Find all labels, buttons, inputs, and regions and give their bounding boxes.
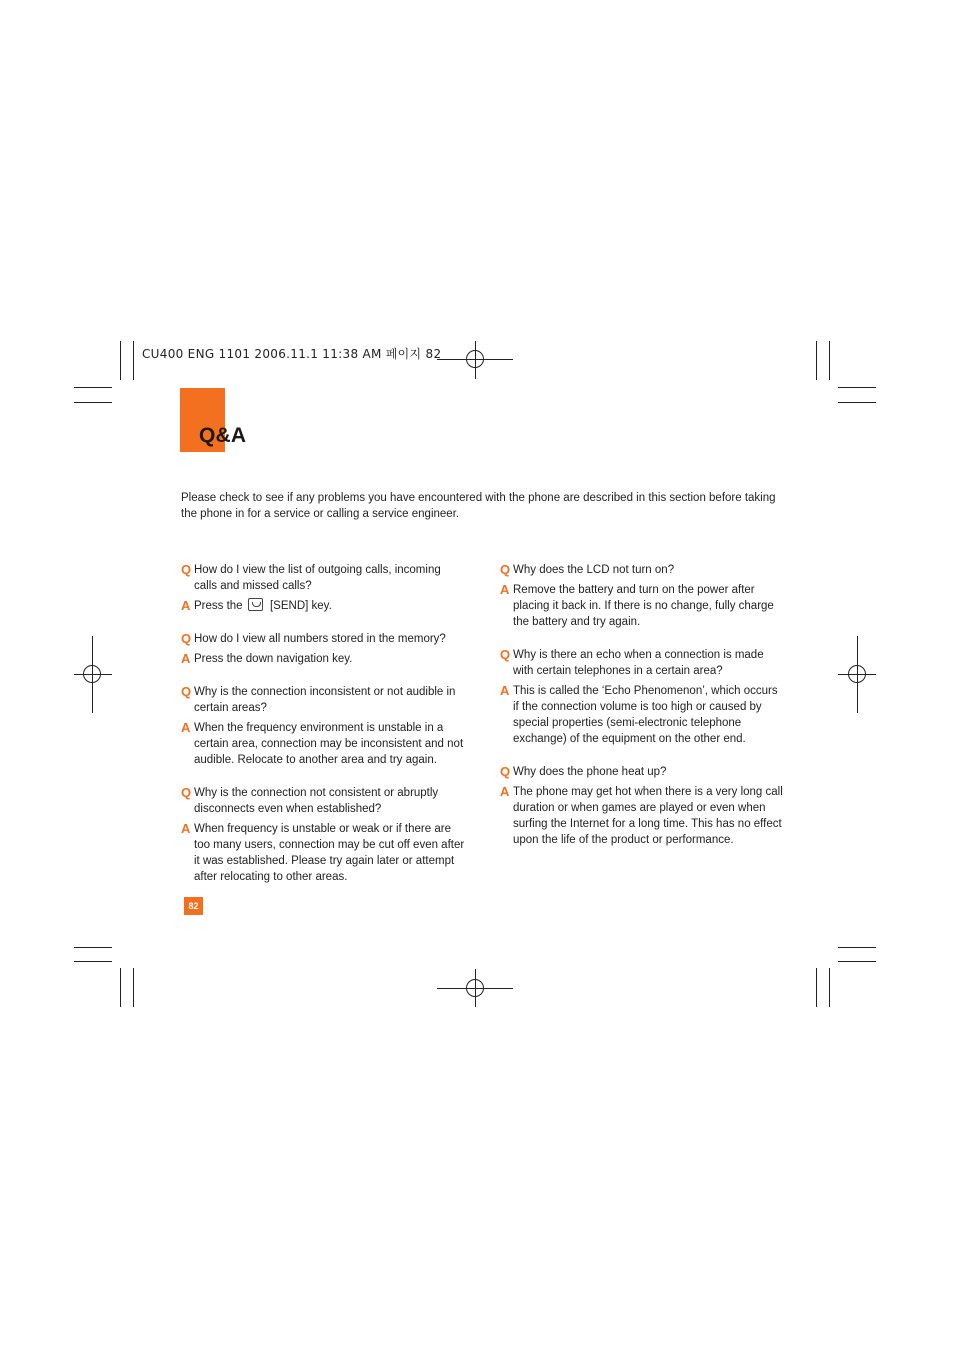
answer-row <box>500 784 785 848</box>
question-text: Why does the phone heat up? <box>513 766 667 778</box>
question-text: How do I view the list of outgoing calls, incoming calls and missed calls? <box>194 564 441 592</box>
question-marker: Q <box>181 631 192 646</box>
answer-row <box>500 683 785 747</box>
question-row <box>181 631 466 647</box>
crop-mark <box>838 947 876 948</box>
answer-text: Press the down navigation key. <box>194 653 353 665</box>
question-marker: Q <box>500 764 511 779</box>
crop-mark <box>74 402 112 403</box>
answer-row <box>181 651 466 667</box>
question-row <box>181 684 466 716</box>
qa-item <box>181 631 466 667</box>
answer-marker: A <box>181 821 191 836</box>
send-key-icon <box>248 598 263 611</box>
qa-item <box>500 647 785 747</box>
print-slug: CU400 ENG 1101 2006.11.1 11:38 AM 페이지 82 <box>142 347 442 361</box>
registration-circle <box>83 665 101 683</box>
question-marker: Q <box>500 562 511 577</box>
crop-mark <box>838 961 876 962</box>
answer-text: This is called the ‘Echo Phenomenon’, which occurs if the connection volume is too high or caused by special properties (semi-electronic telephone exchange) of the equipment on the other end. <box>513 685 778 745</box>
qa-left-column <box>181 562 466 885</box>
crop-mark <box>829 341 830 380</box>
answer-text: [SEND] key. <box>269 600 332 612</box>
answer-text: Remove the battery and turn on the power after placing it back in. If there is no change, fully charge the battery and try again. <box>513 584 774 628</box>
registration-circle <box>848 665 866 683</box>
crop-mark <box>133 341 134 380</box>
crop-mark <box>74 947 112 948</box>
answer-text: When the frequency environment is unstable in a certain area, connection may be inconsistent and not audible. Relocate to another area and try again. <box>194 722 464 766</box>
question-row <box>500 764 785 780</box>
crop-mark <box>120 968 121 1007</box>
answer-row <box>181 598 466 614</box>
crop-mark <box>829 968 830 1007</box>
answer-marker: A <box>181 598 191 613</box>
page-number-badge: 82 <box>184 897 203 915</box>
qa-item <box>181 785 466 885</box>
registration-circle <box>466 350 484 368</box>
qa-item <box>500 562 785 630</box>
question-marker: Q <box>500 647 511 662</box>
question-text: Why is the connection inconsistent or not audible in certain areas? <box>194 686 456 714</box>
question-text: How do I view all numbers stored in the memory? <box>194 633 446 645</box>
page-title: Q&A <box>199 424 247 447</box>
question-row <box>500 562 785 578</box>
question-marker: Q <box>181 785 192 800</box>
answer-text: The phone may get hot when there is a very long call duration or when games are played or even when surfing the Internet for a long time. This has no effect upon the life of the product or performance. <box>513 786 783 846</box>
crop-mark <box>816 968 817 1007</box>
crop-mark <box>816 341 817 380</box>
qa-item <box>500 764 785 848</box>
question-row <box>500 647 785 679</box>
qa-item <box>181 684 466 768</box>
crop-mark <box>74 961 112 962</box>
answer-row <box>181 720 466 768</box>
qa-right-column <box>500 562 785 848</box>
answer-marker: A <box>500 582 510 597</box>
crop-mark <box>120 341 121 380</box>
answer-marker: A <box>181 720 191 735</box>
answer-text: When frequency is unstable or weak or if there are too many users, connection may be cut off even after it was established. Please try again later or attempt after relocating to other areas. <box>194 823 465 883</box>
answer-marker: A <box>181 651 191 666</box>
question-row <box>181 785 466 817</box>
crop-mark <box>133 968 134 1007</box>
answer-marker: A <box>500 683 510 698</box>
intro-paragraph: Please check to see if any problems you have encountered with the phone are described in this section before taking the phone in for a service or calling a service engineer. <box>181 492 776 520</box>
registration-circle <box>466 979 484 997</box>
answer-row <box>181 821 466 885</box>
answer-marker: A <box>500 784 510 799</box>
answer-text: Press the <box>194 600 243 612</box>
crop-mark <box>838 387 876 388</box>
question-row <box>181 562 466 594</box>
question-marker: Q <box>181 684 192 699</box>
question-text: Why is the connection not consistent or abruptly disconnects even when established? <box>194 787 439 815</box>
question-marker: Q <box>181 562 192 577</box>
question-text: Why is there an echo when a connection is made with certain telephones in a certain area? <box>513 649 764 677</box>
qa-item <box>181 562 466 614</box>
crop-mark <box>838 402 876 403</box>
answer-row <box>500 582 785 630</box>
question-text: Why does the LCD not turn on? <box>513 564 675 576</box>
crop-mark <box>74 387 112 388</box>
